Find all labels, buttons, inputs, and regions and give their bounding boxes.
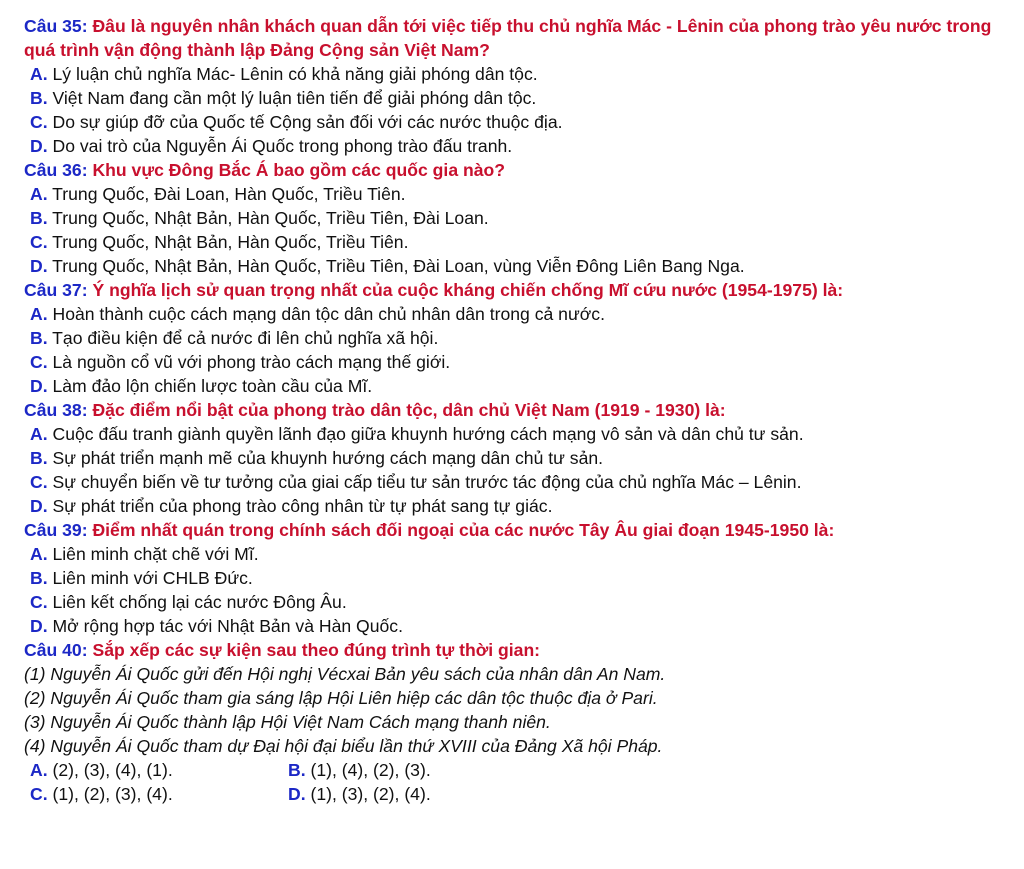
option-letter: A. <box>30 304 48 324</box>
question-text: Đặc điểm nổi bật của phong trào dân tộc, dân chủ Việt Nam (1919 - 1930) là: <box>92 400 726 420</box>
option-letter: B. <box>30 208 48 228</box>
option-text: Liên minh với CHLB Đức. <box>52 568 253 588</box>
option-text: Sự chuyển biến về tư tưởng của giai cấp tiểu tư sản trước tác động của chủ nghĩa Mác – Lênin. <box>52 472 802 492</box>
answer-option-c[interactable] <box>30 782 288 806</box>
option-letter: D. <box>30 496 48 516</box>
question-37 <box>24 278 1006 398</box>
question-text: Khu vực Đông Bắc Á bao gồm các quốc gia nào? <box>92 160 506 180</box>
question-39 <box>24 518 1006 638</box>
answer-option-d[interactable] <box>24 614 1006 638</box>
option-text: (1), (2), (3), (4). <box>52 784 173 804</box>
answer-option-d[interactable] <box>288 782 1006 806</box>
event-item: (4) Nguyễn Ái Quốc tham dự Đại hội đại biểu lần thứ XVIII của Đảng Xã hội Pháp. <box>24 736 663 756</box>
answer-option-b[interactable] <box>24 326 1006 350</box>
option-letter: C. <box>30 352 48 372</box>
question-heading <box>24 398 1006 422</box>
answer-option-c[interactable] <box>24 230 1006 254</box>
answer-option-c[interactable] <box>24 470 1006 494</box>
option-text: Việt Nam đang cần một lý luận tiên tiến để giải phóng dân tộc. <box>52 88 537 108</box>
option-letter: C. <box>30 232 48 252</box>
option-text: Liên minh chặt chẽ với Mĩ. <box>52 544 259 564</box>
answer-option-b[interactable] <box>24 566 1006 590</box>
question-40 <box>24 638 1006 806</box>
option-text: Lý luận chủ nghĩa Mác- Lênin có khả năng giải phóng dân tộc. <box>52 64 538 84</box>
answer-option-a[interactable] <box>30 758 288 782</box>
option-letter: C. <box>30 472 48 492</box>
question-heading <box>24 278 1006 302</box>
answer-option-d[interactable] <box>24 134 1006 158</box>
answer-option-d[interactable] <box>24 374 1006 398</box>
question-number: Câu 35: <box>24 16 88 36</box>
answer-option-c[interactable] <box>24 590 1006 614</box>
option-letter: B. <box>30 448 48 468</box>
option-text: Do vai trò của Nguyễn Ái Quốc trong phong trào đấu tranh. <box>52 136 513 156</box>
option-letter: D. <box>288 784 306 804</box>
option-letter: D. <box>30 256 48 276</box>
answer-option-b[interactable] <box>288 758 1006 782</box>
event-item: (1) Nguyễn Ái Quốc gửi đến Hội nghị Vécxai Bản yêu sách của nhân dân An Nam. <box>24 664 666 684</box>
option-letter: A. <box>30 424 48 444</box>
option-letter: C. <box>30 592 48 612</box>
option-letter: A. <box>30 64 48 84</box>
question-text: Điểm nhất quán trong chính sách đối ngoại của các nước Tây Âu giai đoạn 1945-1950 là: <box>92 520 835 540</box>
question-number: Câu 36: <box>24 160 88 180</box>
answer-option-a[interactable] <box>24 422 1006 446</box>
event-list <box>24 662 1006 758</box>
answer-option-b[interactable] <box>24 446 1006 470</box>
option-letter: D. <box>30 136 48 156</box>
option-text: Mở rộng hợp tác với Nhật Bản và Hàn Quốc. <box>52 616 403 636</box>
question-number: Câu 38: <box>24 400 88 420</box>
answer-options <box>24 758 1006 806</box>
question-number: Câu 37: <box>24 280 88 300</box>
question-text: Sắp xếp các sự kiện sau theo đúng trình tự thời gian: <box>92 640 541 660</box>
question-text: Đâu là nguyên nhân khách quan dẫn tới việc tiếp thu chủ nghĩa Mác - Lênin của phong trào yêu nước trong quá trình vận động thành lập Đảng Cộng sản Việt Nam? <box>24 16 992 60</box>
question-35 <box>24 14 1006 158</box>
question-38 <box>24 398 1006 518</box>
option-text: Do sự giúp đỡ của Quốc tế Cộng sản đối với các nước thuộc địa. <box>52 112 563 132</box>
option-text: Làm đảo lộn chiến lược toàn cầu của Mĩ. <box>52 376 373 396</box>
option-text: Cuộc đấu tranh giành quyền lãnh đạo giữa khuynh hướng cách mạng vô sản và dân chủ tư sản. <box>52 424 804 444</box>
option-text: Trung Quốc, Nhật Bản, Hàn Quốc, Triều Tiên. <box>52 232 409 252</box>
option-letter: A. <box>30 760 48 780</box>
answer-option-d[interactable] <box>24 494 1006 518</box>
question-36 <box>24 158 1006 278</box>
option-text: Hoàn thành cuộc cách mạng dân tộc dân chủ nhân dân trong cả nước. <box>52 304 605 324</box>
option-text: Trung Quốc, Đài Loan, Hàn Quốc, Triều Tiên. <box>52 184 406 204</box>
answer-option-a[interactable] <box>24 542 1006 566</box>
question-heading <box>24 638 1006 662</box>
question-heading <box>24 518 1006 542</box>
option-text: Sự phát triển mạnh mẽ của khuynh hướng cách mạng dân chủ tư sản. <box>52 448 604 468</box>
option-letter: B. <box>30 88 48 108</box>
option-letter: C. <box>30 784 48 804</box>
answer-option-a[interactable] <box>24 182 1006 206</box>
answer-option-d[interactable] <box>24 254 1006 278</box>
option-text: (2), (3), (4), (1). <box>52 760 173 780</box>
option-text: Sự phát triển của phong trào công nhân từ tự phát sang tự giác. <box>52 496 553 516</box>
option-text: (1), (4), (2), (3). <box>310 760 431 780</box>
answer-option-c[interactable] <box>24 350 1006 374</box>
question-number: Câu 39: <box>24 520 88 540</box>
answer-option-b[interactable] <box>24 86 1006 110</box>
option-text: Trung Quốc, Nhật Bản, Hàn Quốc, Triều Tiên, Đài Loan. <box>52 208 489 228</box>
option-text: Trung Quốc, Nhật Bản, Hàn Quốc, Triều Tiên, Đài Loan, vùng Viễn Đông Liên Bang Nga. <box>52 256 745 276</box>
answer-option-a[interactable] <box>24 302 1006 326</box>
answer-option-c[interactable] <box>24 110 1006 134</box>
option-text: Tạo điều kiện để cả nước đi lên chủ nghĩa xã hội. <box>52 328 439 348</box>
question-list <box>24 14 1006 638</box>
question-heading <box>24 158 1006 182</box>
option-letter: D. <box>30 376 48 396</box>
question-text: Ý nghĩa lịch sử quan trọng nhất của cuộc kháng chiến chống Mĩ cứu nước (1954-1975) là: <box>92 280 844 300</box>
option-letter: A. <box>30 184 48 204</box>
option-letter: B. <box>288 760 306 780</box>
option-letter: B. <box>30 568 48 588</box>
option-letter: D. <box>30 616 48 636</box>
option-letter: A. <box>30 544 48 564</box>
question-heading <box>24 14 1006 62</box>
option-text: Là nguồn cổ vũ với phong trào cách mạng thế giới. <box>52 352 451 372</box>
option-text: Liên kết chống lại các nước Đông Âu. <box>52 592 347 612</box>
event-item: (3) Nguyễn Ái Quốc thành lập Hội Việt Nam Cách mạng thanh niên. <box>24 712 551 732</box>
event-item: (2) Nguyễn Ái Quốc tham gia sáng lập Hội Liên hiệp các dân tộc thuộc địa ở Pari. <box>24 688 658 708</box>
option-text: (1), (3), (2), (4). <box>310 784 431 804</box>
option-letter: C. <box>30 112 48 132</box>
answer-option-b[interactable] <box>24 206 1006 230</box>
option-letter: B. <box>30 328 48 348</box>
answer-option-a[interactable] <box>24 62 1006 86</box>
question-number: Câu 40: <box>24 640 88 660</box>
